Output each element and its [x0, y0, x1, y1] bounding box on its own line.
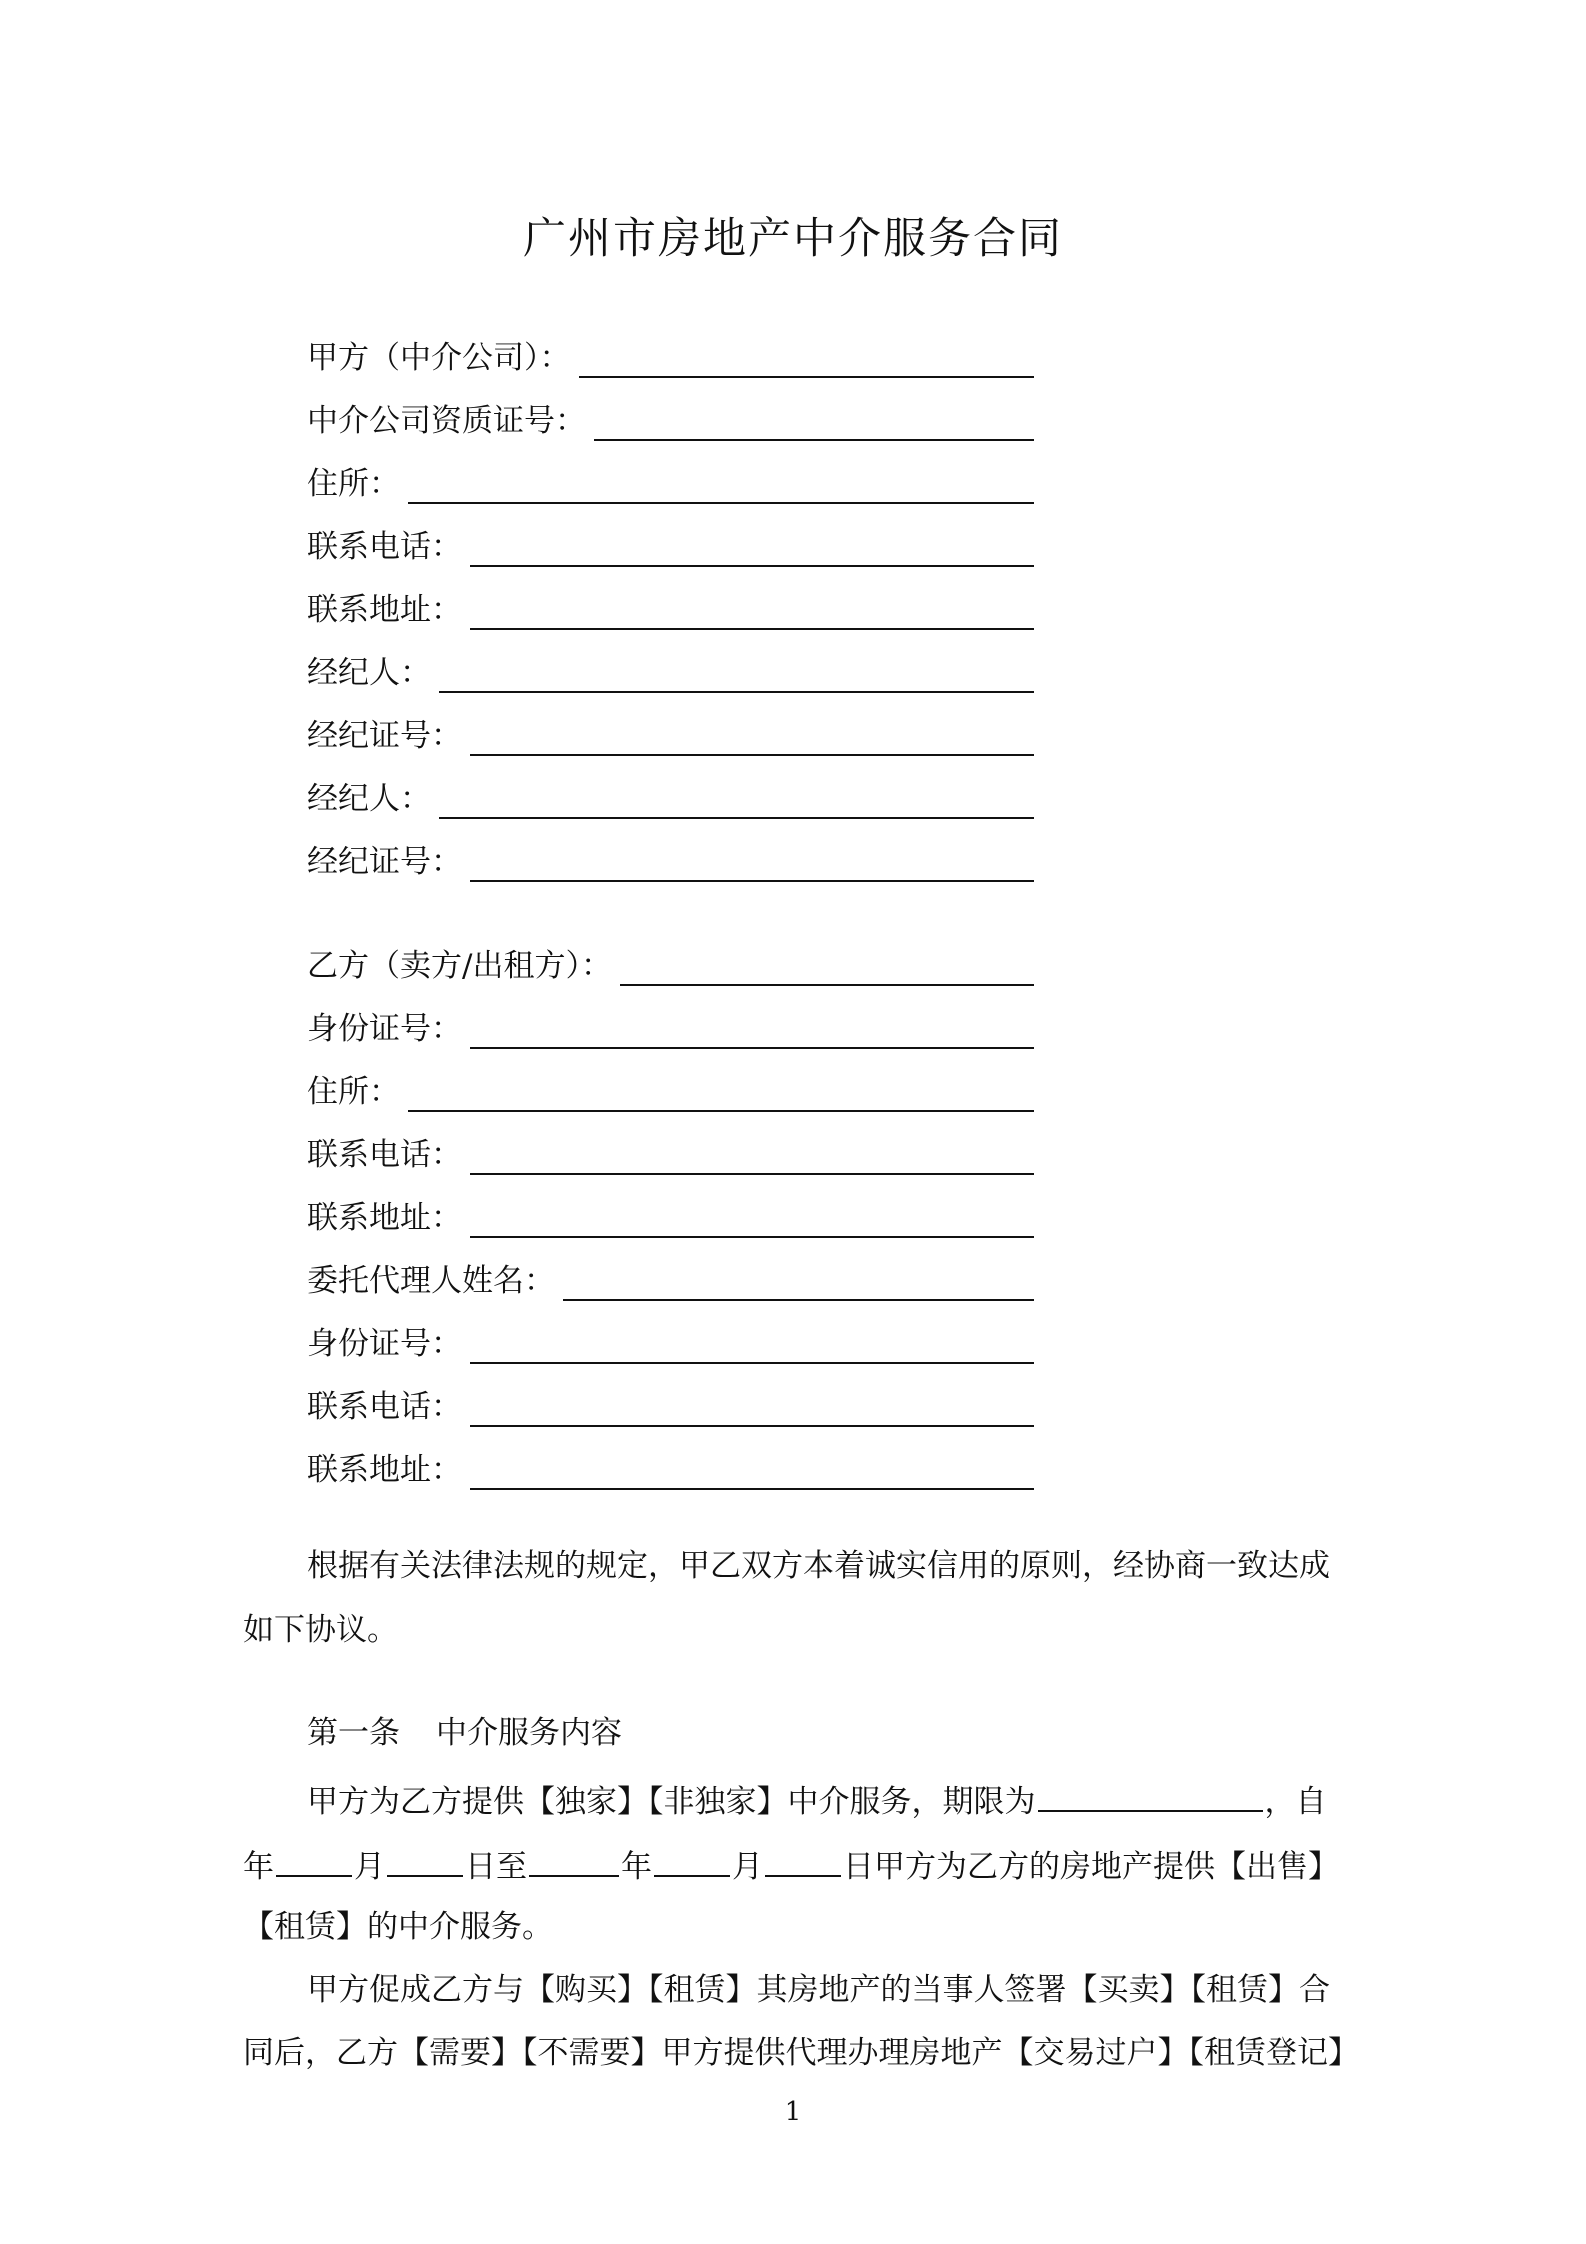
form-field-row: [307, 1316, 1034, 1364]
field-input-line[interactable]: [470, 1454, 1034, 1490]
field-input-line[interactable]: [470, 531, 1034, 567]
preamble-line-2: 如下协议。: [243, 1612, 398, 1648]
field-input-line[interactable]: [470, 1139, 1034, 1175]
field-input-line[interactable]: [408, 468, 1034, 504]
field-input-line[interactable]: [470, 1202, 1034, 1238]
field-label: 联系电话：: [307, 1389, 462, 1425]
form-field-row: [307, 393, 1034, 441]
text-segment: 月: [354, 1849, 385, 1885]
form-field-row: [307, 1064, 1034, 1112]
text-segment: 日至: [465, 1849, 527, 1885]
form-field-row: [307, 938, 1034, 986]
text-segment: ，自: [1264, 1784, 1327, 1820]
field-input-line[interactable]: [470, 1013, 1034, 1049]
form-field-row: [307, 1379, 1034, 1427]
field-input-line[interactable]: [470, 846, 1034, 882]
field-input-line[interactable]: [408, 1076, 1034, 1112]
form-field-row: [307, 582, 1034, 630]
field-label: 联系地址：: [307, 1200, 462, 1236]
article-1-heading: [307, 1713, 622, 1753]
field-label: 经纪证号：: [307, 718, 462, 754]
form-field-row: [307, 1442, 1034, 1490]
end-month-blank[interactable]: [654, 1845, 730, 1877]
field-label: 联系电话：: [307, 529, 462, 565]
article-title: 中介服务内容: [436, 1715, 622, 1751]
field-input-line[interactable]: [594, 405, 1034, 441]
term-blank[interactable]: [1038, 1780, 1263, 1812]
preamble-line-1: 根据有关法律法规的规定，甲乙双方本着诚实信用的原则，经协商一致达成: [307, 1548, 1330, 1584]
field-label: 联系地址：: [307, 1452, 462, 1488]
article-1-paragraph-1-line-3: 【租赁】的中介服务。: [243, 1909, 553, 1945]
end-year-blank[interactable]: [529, 1845, 619, 1877]
text-segment: 日甲方为乙方的房地产提供【出售】: [843, 1849, 1339, 1885]
form-field-row: [307, 1001, 1034, 1049]
form-field-row: [307, 1127, 1034, 1175]
field-label: 经纪人：: [307, 781, 431, 817]
start-month-blank[interactable]: [276, 1845, 352, 1877]
article-1-paragraph-2-line-1: 甲方促成乙方与【购买】【租赁】其房地产的当事人签署【买卖】【租赁】合: [307, 1972, 1330, 2008]
field-label: 经纪证号：: [307, 844, 462, 880]
form-field-row: [307, 771, 1034, 819]
field-label: 联系电话：: [307, 1137, 462, 1173]
form-field-row: [307, 330, 1034, 378]
form-field-row: [307, 519, 1034, 567]
article-number: 第一条: [307, 1715, 400, 1751]
text-segment: 甲方为乙方提供【独家】【非独家】中介服务，期限为: [307, 1784, 1036, 1820]
form-field-row: [307, 708, 1034, 756]
document-title: 广州市房地产中介服务合同: [523, 214, 1063, 264]
text-segment: 年: [621, 1849, 652, 1885]
field-label: 联系地址：: [307, 592, 462, 628]
field-input-line[interactable]: [470, 594, 1034, 630]
form-field-row: [307, 645, 1034, 693]
field-input-line[interactable]: [563, 1265, 1034, 1301]
field-input-line[interactable]: [620, 950, 1034, 986]
field-input-line[interactable]: [470, 1328, 1034, 1364]
text-segment: 月: [732, 1849, 763, 1885]
text-segment: 年: [243, 1849, 274, 1885]
article-1-paragraph-1-line-1: [307, 1780, 1327, 1822]
field-input-line[interactable]: [470, 1391, 1034, 1427]
field-label: 甲方（中介公司）：: [307, 340, 571, 376]
page-number: 1: [784, 2097, 802, 2127]
article-1-paragraph-2-line-2: 同后，乙方【需要】【不需要】甲方提供代理办理房地产【交易过户】【租赁登记】: [243, 2035, 1359, 2071]
field-label: 身份证号：: [307, 1326, 462, 1362]
field-label: 乙方（卖方/出租方）：: [307, 948, 612, 984]
form-field-row: [307, 1253, 1034, 1301]
form-field-row: [307, 456, 1034, 504]
start-day-blank[interactable]: [387, 1845, 463, 1877]
field-input-line[interactable]: [579, 342, 1035, 378]
field-label: 委托代理人姓名：: [307, 1263, 555, 1299]
field-input-line[interactable]: [439, 657, 1034, 693]
field-label: 中介公司资质证号：: [307, 403, 586, 439]
field-label: 经纪人：: [307, 655, 431, 691]
field-label: 住所：: [307, 1074, 400, 1110]
form-field-row: [307, 1190, 1034, 1238]
field-label: 身份证号：: [307, 1011, 462, 1047]
field-label: 住所：: [307, 466, 400, 502]
field-input-line[interactable]: [439, 783, 1034, 819]
article-1-paragraph-1-line-2: [243, 1845, 1339, 1887]
end-day-blank[interactable]: [765, 1845, 841, 1877]
form-field-row: [307, 834, 1034, 882]
field-input-line[interactable]: [470, 720, 1034, 756]
